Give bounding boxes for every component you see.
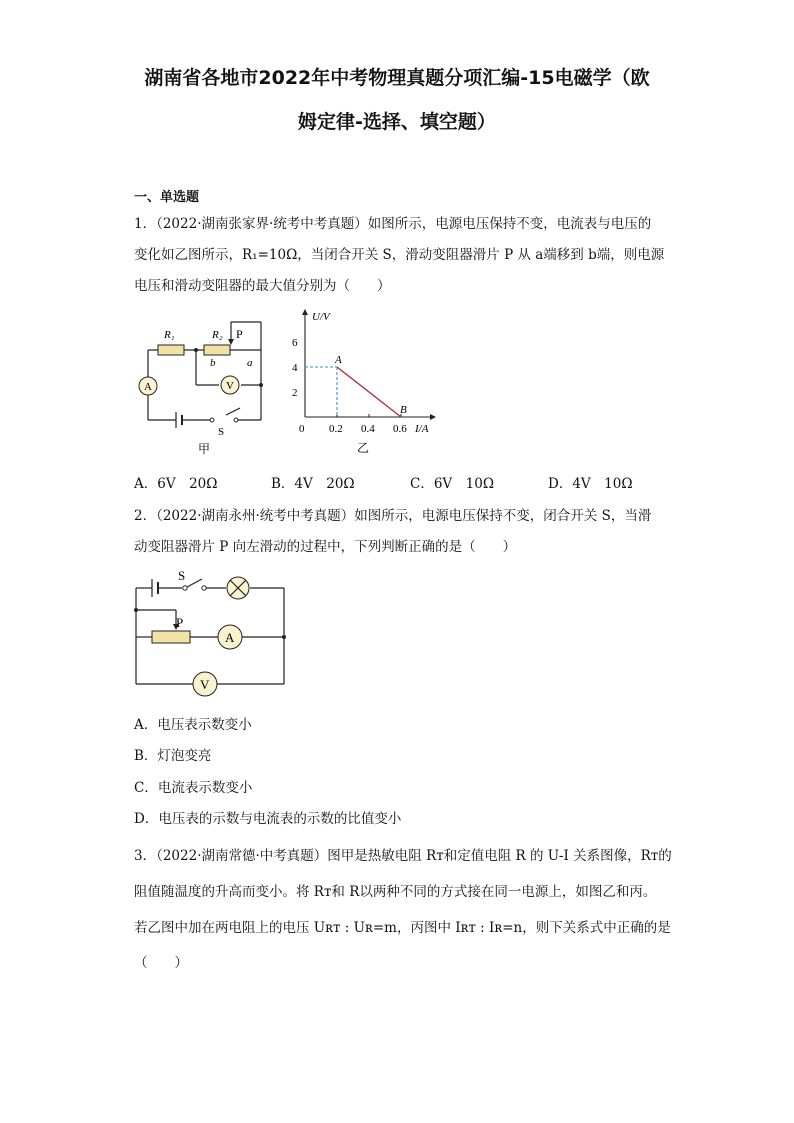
q1-ui-graph	[290, 306, 440, 458]
q3-line2: 阻值随温度的升高而变小。将 Rᴛ和 R以两种不同的方式接在同一电源上，如图乙和丙。	[134, 884, 657, 900]
y-tick-label: 4	[292, 362, 298, 374]
ammeter-label: A	[144, 381, 152, 393]
x-tick-label: 0.6	[393, 423, 407, 435]
slider-p-label: P	[236, 327, 243, 341]
series-line	[337, 367, 401, 417]
x-tick-label: 0.2	[329, 423, 343, 435]
q2-circuit-figure	[130, 566, 295, 702]
slider-p-label: P	[176, 615, 184, 630]
r2-label: R₂	[212, 329, 223, 341]
fig-yi-caption: 乙	[357, 441, 370, 455]
voltmeter-label: V	[200, 677, 210, 692]
q2-line1: 2．（2022·湖南永州·统考中考真题）如图所示，电源电压保持不变，闭合开关 S，当滑	[134, 508, 652, 524]
r1-label: R₁	[164, 329, 175, 341]
lamp-icon	[227, 577, 249, 599]
y-tick-label: 2	[292, 387, 298, 399]
y-axis-label: U/V	[312, 311, 330, 323]
q1-circuit-figure	[130, 312, 275, 460]
point-b-label: B	[400, 404, 407, 416]
rheostat	[152, 631, 190, 643]
end-a-label: a	[247, 357, 253, 369]
q2-option-c[interactable]: C．电流表示数变小	[134, 780, 253, 796]
voltmeter-label: V	[226, 380, 234, 392]
q1-option-c[interactable]: C．6V 10Ω	[410, 476, 495, 492]
q2-option-a[interactable]: A．电压表示数变小	[134, 717, 252, 733]
doc-title-line2: 姆定律-选择、填空题）	[298, 111, 496, 133]
q2-option-d[interactable]: D．电压表的示数与电流表的示数的比值变小	[134, 811, 402, 827]
ammeter-label: A	[225, 630, 235, 645]
fig-jia-caption: 甲	[198, 442, 211, 456]
q1-option-d[interactable]: D．4V 10Ω	[548, 476, 633, 492]
q1-line2: 变化如乙图所示，R₁=10Ω，当闭合开关 S，滑动变阻器滑片 P 从 a端移到 b端，则电源	[134, 247, 665, 263]
r1-resistor	[158, 345, 184, 355]
switch-label: S	[178, 568, 186, 583]
x-axis-label: I/A	[415, 423, 429, 435]
q1-line3: 电压和滑动变阻器的最大值分别为（ ）	[134, 278, 391, 294]
x-tick-label: 0.4	[361, 423, 375, 435]
q3-line4: （ ）	[134, 955, 188, 971]
q2-line2: 动变阻器滑片 P 向左滑动的过程中，下列判断正确的是（ ）	[134, 539, 517, 555]
r2-rheostat	[204, 345, 230, 355]
q3-line3: 若乙图中加在两电阻上的电压 Uʀᴛ : Uʀ=m，丙图中 Iʀᴛ : Iʀ=n，则下关系式中正确的是	[134, 920, 671, 936]
q1-option-a[interactable]: A．6V 20Ω	[134, 476, 218, 492]
end-b-label: b	[210, 357, 216, 369]
q1-option-b[interactable]: B．4V 20Ω	[271, 476, 355, 492]
section-heading: 一、单选题	[134, 190, 200, 205]
q3-line1: 3．（2022·湖南常德·中考真题）图甲是热敏电阻 Rᴛ和定值电阻 R 的 U-I 关系图像，Rᴛ的	[134, 848, 672, 864]
point-a-label: A	[335, 354, 342, 366]
q1-line1: 1．（2022·湖南张家界·统考中考真题）如图所示，电源电压保持不变，电流表与电压的	[134, 216, 652, 232]
origin-label: 0	[299, 423, 305, 435]
y-tick-label: 6	[292, 337, 298, 349]
switch-label: S	[218, 426, 225, 438]
q2-option-b[interactable]: B．灯泡变亮	[134, 748, 212, 764]
doc-title-line1: 湖南省各地市2022年中考物理真题分项汇编-15电磁学（欧	[144, 67, 650, 89]
